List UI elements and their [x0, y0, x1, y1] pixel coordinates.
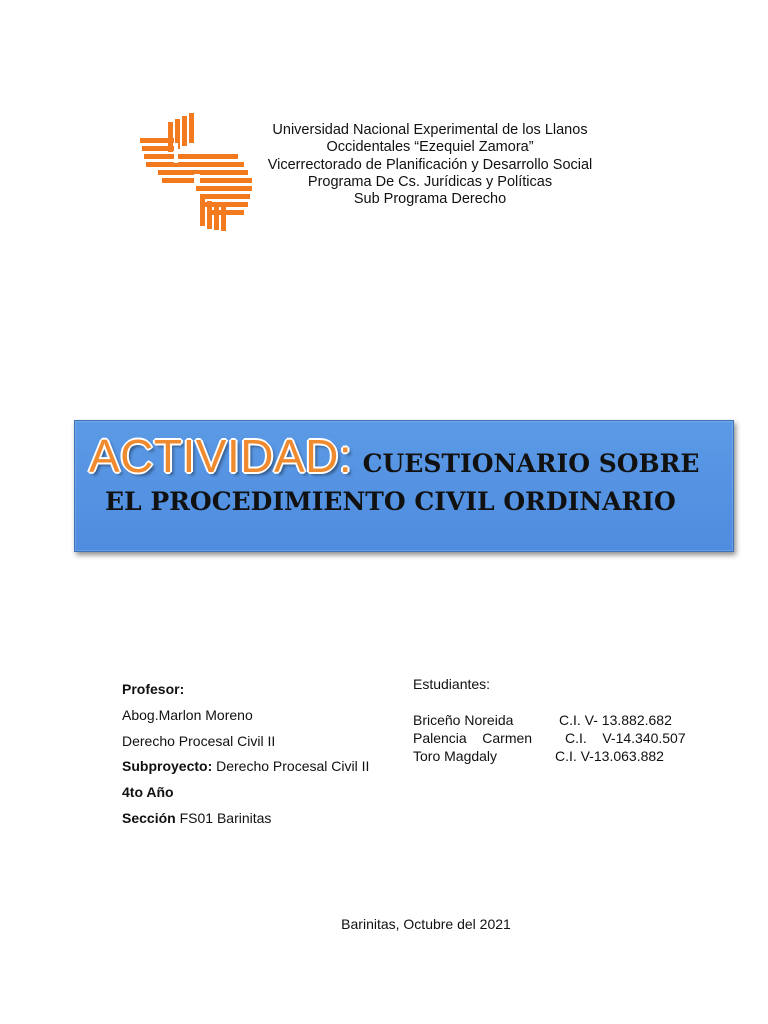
- header-line-programa: Programa De Cs. Jurídicas y Políticas: [307, 173, 553, 190]
- title-line-1: CUESTIONARIO SOBRE: [362, 449, 700, 478]
- header-line-university: Universidad Nacional Experimental de los Llanos: [272, 122, 588, 138]
- year-label: 4to Año: [122, 784, 174, 800]
- profesor-label: Profesor:: [122, 681, 185, 697]
- header-line-subprograma: Sub Programa Derecho: [353, 191, 507, 208]
- student-row: [413, 712, 713, 730]
- student-ci: C.I. V- 13.882.682: [559, 712, 672, 728]
- student-row: [413, 730, 713, 748]
- banner-line-1: [89, 429, 700, 483]
- actividad-label: ACTIVIDAD:: [89, 430, 353, 482]
- student-name: Briceño Noreida: [413, 712, 514, 728]
- header-line-vicerrectorado: Vicerrectorado de Planificación y Desarrollo Social: [267, 156, 593, 173]
- student-ci: C.I. V-13.063.882: [555, 748, 664, 764]
- student-row: [413, 748, 713, 766]
- seccion-value: FS01 Barinitas: [179, 810, 272, 826]
- header-line-occidentales: Occidentales “Ezequiel Zamora”: [326, 139, 534, 156]
- student-ci: C.I. V-14.340.507: [565, 730, 686, 746]
- subproyecto-label: Subproyecto:: [122, 758, 213, 774]
- seccion-row: [122, 810, 271, 826]
- place-date: Barinitas, Octubre del 2021: [341, 916, 511, 932]
- profesor-name: Abog.Marlon Moreno: [122, 707, 253, 723]
- seccion-label: Sección: [122, 810, 176, 826]
- student-name: Toro Magdaly: [413, 748, 498, 764]
- title-banner: [74, 420, 734, 552]
- subproyecto-value: Derecho Procesal Civil II: [216, 758, 370, 774]
- profesor-course: Derecho Procesal Civil II: [122, 733, 276, 749]
- student-name: Palencia Carmen: [413, 730, 533, 746]
- institution-header: [250, 122, 610, 208]
- title-line-2: EL PROCEDIMIENTO CIVIL ORDINARIO: [105, 487, 676, 516]
- estudiantes-label: Estudiantes:: [413, 676, 491, 692]
- subproyecto-row: [122, 758, 369, 774]
- university-logo-icon: [138, 112, 256, 232]
